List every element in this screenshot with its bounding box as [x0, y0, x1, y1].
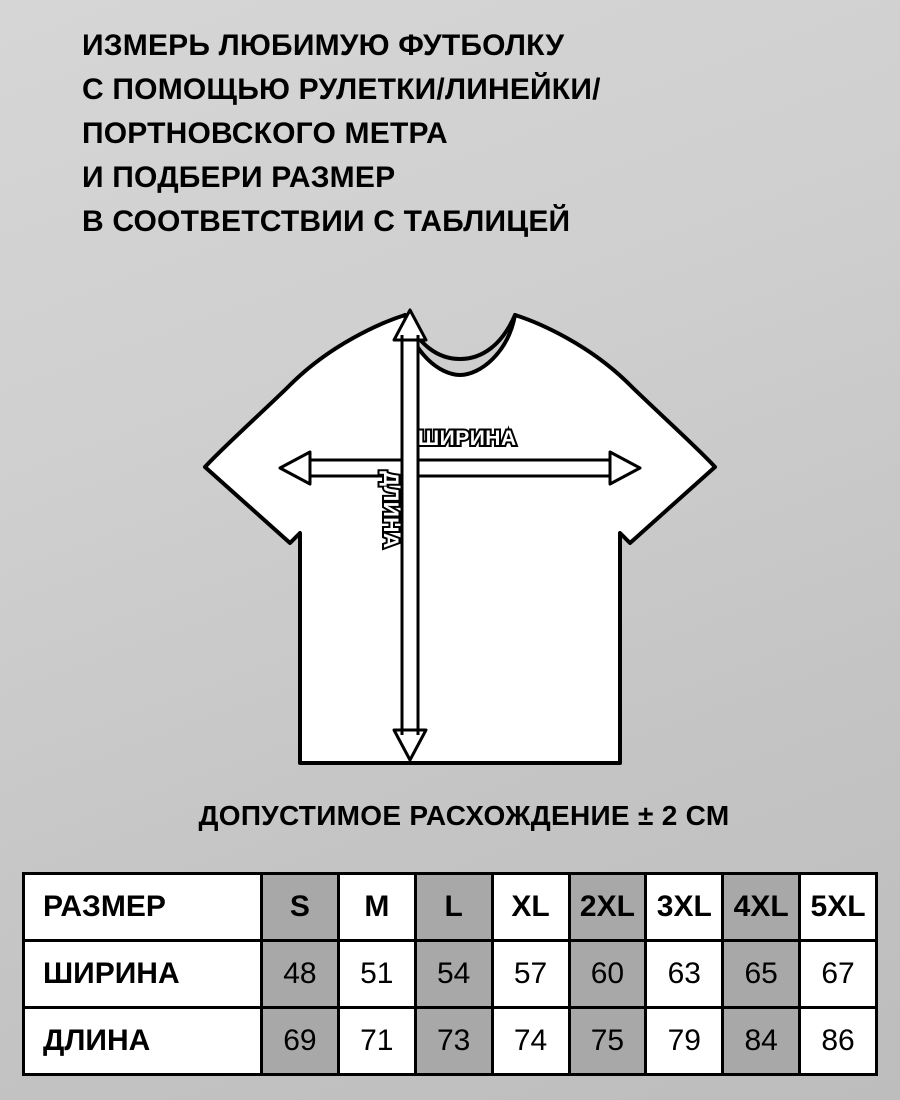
table-cell-size-0: S	[262, 874, 339, 941]
page-title-line-5: В СООТВЕТСТВИИ С ТАБЛИЦЕЙ	[82, 205, 571, 238]
table-cell-width-0: 48	[262, 941, 339, 1008]
page-title	[82, 24, 842, 244]
page-title-line-1: ИЗМЕРЬ ЛЮБИМУЮ ФУТБОЛКУ	[82, 29, 565, 62]
table-rowhead-width: ШИРИНА	[24, 941, 262, 1008]
size-table-container	[22, 872, 878, 1076]
table-cell-width-2: 54	[415, 941, 492, 1008]
tolerance-note: ДОПУСТИМОЕ РАСХОЖДЕНИЕ ± 2 СМ	[198, 800, 730, 831]
table-row-length	[24, 1008, 877, 1075]
table-cell-length-2: 73	[415, 1008, 492, 1075]
tshirt-body-path	[205, 315, 715, 763]
table-rowhead-size: РАЗМЕР	[24, 874, 262, 941]
length-dimension-label: ДЛИНА	[379, 471, 402, 549]
table-cell-length-7: 86	[800, 1008, 877, 1075]
size-table	[22, 872, 878, 1076]
table-row-sizes	[24, 874, 877, 941]
table-cell-width-6: 65	[723, 941, 800, 1008]
table-cell-width-5: 63	[646, 941, 723, 1008]
table-cell-size-4: 2XL	[569, 874, 646, 941]
table-cell-size-7: 5XL	[800, 874, 877, 941]
table-cell-size-2: L	[415, 874, 492, 941]
tshirt-diagram	[150, 275, 770, 775]
width-dimension-label: ШИРИНА	[418, 427, 517, 450]
tshirt-illustration	[150, 275, 770, 775]
table-cell-length-3: 74	[492, 1008, 569, 1075]
table-row-width	[24, 941, 877, 1008]
table-cell-length-6: 84	[723, 1008, 800, 1075]
table-cell-size-5: 3XL	[646, 874, 723, 941]
table-cell-length-4: 75	[569, 1008, 646, 1075]
table-cell-width-3: 57	[492, 941, 569, 1008]
table-cell-size-6: 4XL	[723, 874, 800, 941]
page-title-line-4: И ПОДБЕРИ РАЗМЕР	[82, 161, 396, 194]
table-cell-size-3: XL	[492, 874, 569, 941]
table-cell-length-5: 79	[646, 1008, 723, 1075]
table-cell-width-7: 67	[800, 941, 877, 1008]
table-cell-width-4: 60	[569, 941, 646, 1008]
table-rowhead-length: ДЛИНА	[24, 1008, 262, 1075]
table-cell-size-1: M	[338, 874, 415, 941]
table-cell-width-1: 51	[338, 941, 415, 1008]
table-cell-length-1: 71	[338, 1008, 415, 1075]
table-cell-length-0: 69	[262, 1008, 339, 1075]
page-title-line-3: ПОРТНОВСКОГО МЕТРА	[82, 117, 448, 150]
page-title-line-2: С ПОМОЩЬЮ РУЛЕТКИ/ЛИНЕЙКИ/	[82, 73, 601, 106]
